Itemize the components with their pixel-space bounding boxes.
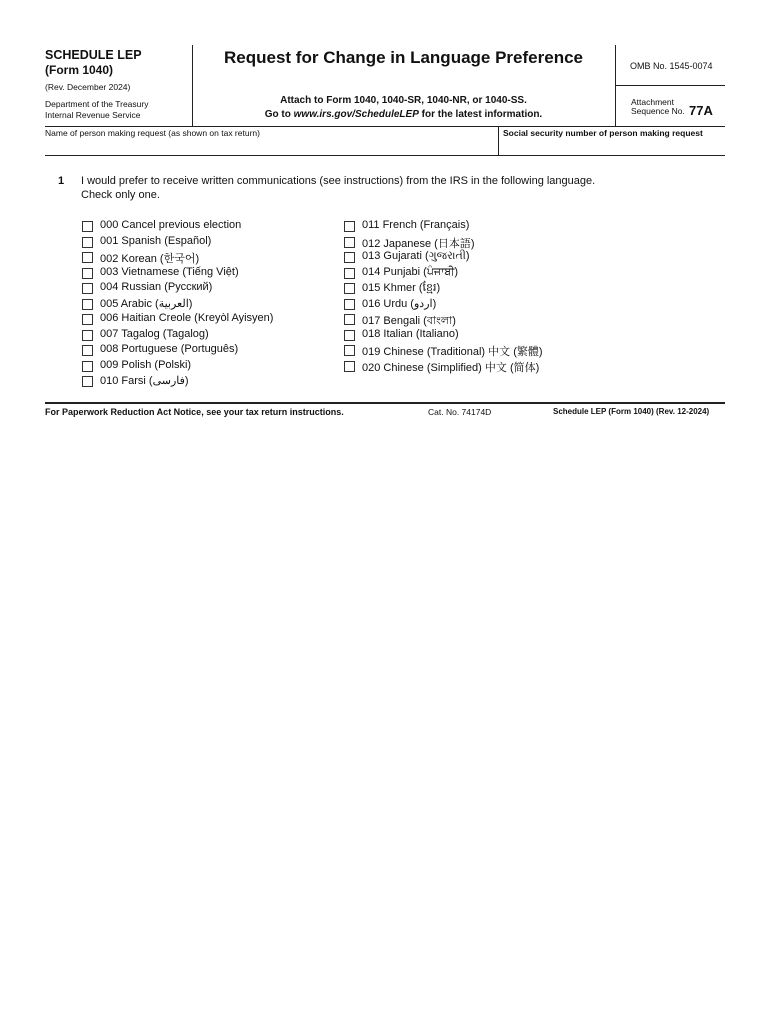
language-checkbox[interactable]: [344, 268, 355, 279]
sequence-label: Sequence No.: [631, 106, 685, 116]
form-title: Request for Change in Language Preference: [224, 48, 583, 67]
attachment-label: Attachment: [631, 97, 674, 107]
language-option-label: 011 French (Français): [362, 219, 470, 231]
language-option-label: 020 Chinese (Simplified) 中文 (简体): [362, 361, 540, 374]
ssn-label: Social security number of person making request: [503, 128, 703, 138]
goto-prefix: Go to: [264, 109, 294, 120]
language-checkbox[interactable]: [82, 330, 93, 341]
language-checkbox[interactable]: [82, 314, 93, 325]
language-option-label: 010 Farsi (فارسی): [100, 375, 189, 387]
line-number: 1: [58, 175, 65, 187]
omb-number: OMB No. 1545-0074: [630, 61, 713, 71]
divider: [498, 126, 499, 156]
name-label: Name of person making request (as shown on tax return): [45, 128, 260, 138]
language-checkbox[interactable]: [82, 221, 93, 232]
language-option-label: 012 Japanese (日本語): [362, 237, 475, 250]
language-checkbox[interactable]: [344, 314, 355, 325]
language-checkbox[interactable]: [344, 221, 355, 232]
language-option-label: 003 Vietnamese (Tiếng Việt): [100, 265, 239, 278]
sequence-number: 77A: [689, 103, 713, 118]
divider: [615, 85, 725, 86]
agency: Internal Revenue Service: [45, 110, 141, 120]
language-option-label: 018 Italian (Italiano): [362, 327, 459, 340]
irs-link[interactable]: www.irs.gov/ScheduleLEP: [293, 109, 419, 120]
language-checkbox[interactable]: [344, 330, 355, 341]
language-option-label: 009 Polish (Polski): [100, 358, 192, 371]
ssn-input[interactable]: [503, 139, 723, 154]
language-checkbox[interactable]: [82, 268, 93, 279]
form-id: Schedule LEP (Form 1040) (Rev. 12-2024): [553, 407, 710, 416]
language-checkbox[interactable]: [344, 299, 355, 310]
language-checkbox[interactable]: [82, 361, 93, 372]
language-checkbox[interactable]: [82, 345, 93, 356]
name-input[interactable]: [45, 139, 495, 154]
language-checkbox[interactable]: [82, 299, 93, 310]
language-option-label: 006 Haitian Creole (Kreyòl Ayisyen): [100, 312, 274, 324]
language-checkbox[interactable]: [82, 237, 93, 248]
revision-date: (Rev. December 2024): [45, 82, 131, 92]
language-option-label: 015 Khmer (ខ្មែរ): [362, 282, 441, 294]
divider: [45, 402, 725, 404]
language-checkbox[interactable]: [344, 283, 355, 294]
language-option-label: 019 Chinese (Traditional) 中文 (繁體): [362, 346, 543, 358]
form-number: (Form 1040): [45, 63, 114, 77]
language-option-label: 001 Spanish (Español): [100, 234, 212, 247]
attach-instruction: Attach to Form 1040, 1040-SR, 1040-NR, or 1040-SS.: [280, 95, 527, 106]
language-option-label: 004 Russian (Русский): [100, 281, 213, 293]
language-option-label: 013 Gujarati (ગુજરાતી): [362, 250, 470, 262]
language-checkbox[interactable]: [344, 237, 355, 248]
department: Department of the Treasury: [45, 99, 149, 109]
paperwork-notice: For Paperwork Reduction Act Notice, see your tax return instructions.: [45, 407, 344, 417]
language-option-label: 014 Punjabi (ਪੰਜਾਬੀ): [362, 265, 459, 278]
language-option-label: 016 Urdu (اردو): [362, 297, 437, 310]
language-option-label: 000 Cancel previous election: [100, 219, 242, 231]
divider: [45, 155, 725, 156]
language-checkbox[interactable]: [344, 252, 355, 263]
language-option-label: 002 Korean (한국어): [100, 253, 200, 265]
divider: [45, 126, 725, 127]
language-option-label: 005 Arabic (العربية): [100, 297, 193, 310]
line-1-text: I would prefer to receive written communications (see instructions) from the IRS in the following language.: [81, 175, 596, 187]
language-checkbox[interactable]: [82, 252, 93, 263]
goto-suffix: for the latest information.: [418, 109, 543, 120]
language-checkbox[interactable]: [344, 361, 355, 372]
schedule-name: SCHEDULE LEP: [45, 48, 142, 62]
language-option-label: 007 Tagalog (Tagalog): [100, 327, 209, 340]
language-option-label: 008 Portuguese (Português): [100, 343, 239, 355]
catalog-number: Cat. No. 74174D: [428, 407, 492, 417]
language-checkbox[interactable]: [82, 283, 93, 294]
language-option-label: 017 Bengali (বাংলা): [362, 315, 456, 327]
goto-instruction: [192, 109, 615, 120]
language-checkbox[interactable]: [82, 376, 93, 387]
language-checkbox[interactable]: [344, 345, 355, 356]
divider: [615, 45, 616, 127]
line-1-instruction: Check only one.: [81, 189, 160, 201]
